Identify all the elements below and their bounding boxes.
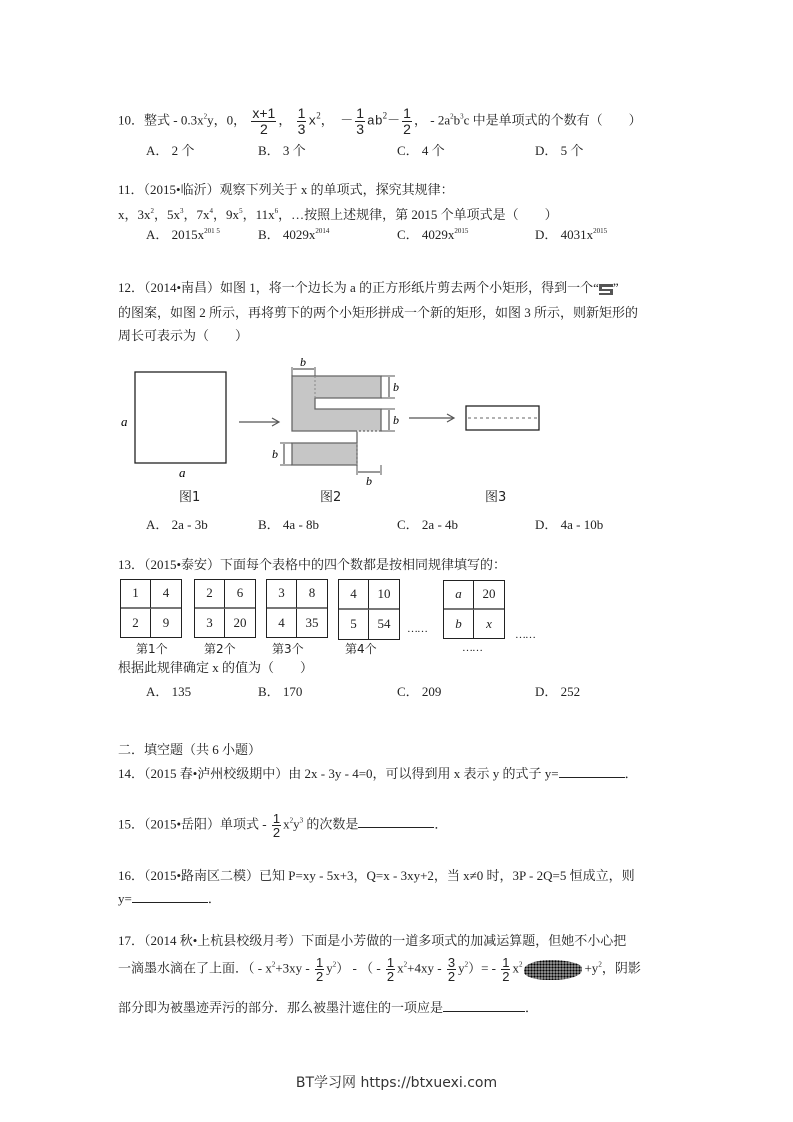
expr-text: +3xy - bbox=[275, 960, 314, 976]
option-c[interactable]: C． 2a - 4b bbox=[397, 517, 459, 532]
cell: 4 bbox=[267, 609, 297, 638]
question-text: 14．（2015 春•泸州校级期中）由 2x - 3y - 4=0，可以得到用 x 表示 y 的式子 y= bbox=[118, 766, 559, 781]
number-table-3 bbox=[266, 579, 328, 638]
number-table-1 bbox=[120, 579, 182, 638]
question-17-line-2 bbox=[118, 956, 641, 983]
option-b[interactable]: B． 3 个 bbox=[258, 143, 306, 158]
question-13-line-1: 13．（2015•泰安）下面每个表格中的四个数都是按相同规律填写的： bbox=[118, 557, 507, 572]
answer-blank[interactable] bbox=[132, 890, 208, 903]
option-d[interactable]: D． 252 bbox=[535, 684, 581, 699]
table-caption: 第2个 bbox=[204, 642, 236, 656]
question-text: ，…按照上述规律，第 2015 个单项式是（ ） bbox=[278, 207, 558, 222]
cell: 3 bbox=[267, 580, 297, 609]
expr-text: ，9x bbox=[213, 207, 240, 222]
exponent: 2 bbox=[598, 960, 602, 969]
question-text: ” bbox=[612, 280, 619, 295]
svg-text:b: b bbox=[393, 413, 399, 427]
exponent: 2 bbox=[450, 112, 454, 121]
exponent: 2015 bbox=[593, 227, 608, 235]
denominator: 2 bbox=[272, 825, 281, 840]
question-text: 15．（2015•岳阳）单项式 - bbox=[118, 816, 270, 832]
figure-1-label: 图1 bbox=[179, 490, 201, 505]
cell: 5 bbox=[339, 610, 369, 640]
numerator: 1 bbox=[502, 955, 510, 970]
fraction bbox=[447, 956, 456, 983]
s-shape-figure-2 bbox=[292, 376, 381, 465]
numerator: 1 bbox=[386, 955, 395, 970]
option-b[interactable] bbox=[258, 224, 329, 243]
exponent: 3 bbox=[299, 816, 304, 825]
cell: 2 bbox=[195, 580, 225, 609]
denominator: 2 bbox=[316, 969, 324, 984]
number-table-n bbox=[443, 580, 505, 639]
fraction bbox=[386, 956, 395, 983]
exponent: 2014 bbox=[315, 227, 330, 235]
square-figure-1 bbox=[135, 372, 226, 463]
figure-2-label: 图2 bbox=[320, 490, 342, 505]
svg-text:b: b bbox=[272, 447, 278, 461]
period: ． bbox=[525, 1000, 539, 1015]
cell: 35 bbox=[305, 614, 319, 630]
denominator: 2 bbox=[447, 969, 456, 984]
exponent: 2 bbox=[332, 960, 337, 969]
exponent: 2 bbox=[518, 960, 523, 969]
fraction bbox=[315, 956, 324, 983]
table-caption: …… bbox=[462, 642, 482, 654]
cell: 9 bbox=[162, 614, 170, 630]
period: ． bbox=[624, 766, 638, 781]
ink-blot-icon bbox=[524, 960, 582, 980]
minus-sign: － bbox=[340, 112, 354, 128]
exponent: 2 bbox=[203, 112, 208, 121]
exponent: 2 bbox=[403, 960, 408, 969]
q12-figures bbox=[110, 355, 560, 505]
cell: 6 bbox=[225, 580, 255, 609]
expr-text: ，11x bbox=[242, 207, 275, 222]
option-b[interactable]: B． 4a - 8b bbox=[258, 517, 320, 532]
question-12-line-1 bbox=[118, 280, 619, 296]
option-d[interactable]: D． 4a - 10b bbox=[535, 517, 604, 532]
option-b[interactable]: B． 170 bbox=[258, 684, 303, 699]
numerator: 3 bbox=[447, 955, 456, 970]
expr-text: 3x bbox=[137, 207, 151, 222]
s-shape-icon bbox=[599, 284, 613, 295]
question-14 bbox=[118, 765, 638, 782]
option-c[interactable]: C． 209 bbox=[397, 684, 442, 699]
question-text: 整式 - 0.3x bbox=[144, 112, 204, 128]
option-label: D． 4031x bbox=[535, 227, 594, 242]
expr-text: ） - （ - bbox=[336, 960, 384, 976]
exponent: 2 bbox=[271, 960, 276, 969]
ellipsis: …… bbox=[515, 629, 535, 641]
expr-text: +y bbox=[584, 960, 599, 976]
ellipsis: …… bbox=[407, 623, 427, 635]
question-13-line-2: 根据此规律确定 x 的值为（ ） bbox=[118, 660, 314, 675]
exponent: 6 bbox=[274, 207, 279, 215]
numerator: 1 bbox=[356, 105, 365, 121]
expr-text: - 2a bbox=[430, 112, 451, 128]
expr-text: +4xy - bbox=[407, 960, 445, 976]
number-table-2 bbox=[194, 579, 256, 638]
question-16-line-1: 16．（2015•路南区二模）已知 P=xy - 5x+3，Q=x - 3xy+2，当 x≠0 时，3P - 2Q=5 恒成立，则 bbox=[118, 868, 635, 883]
exponent: 4 bbox=[209, 207, 214, 215]
question-text: y= bbox=[118, 891, 132, 906]
numerator: 1 bbox=[316, 955, 324, 970]
question-text: 的次数是 bbox=[303, 816, 359, 832]
exponent: 2 bbox=[382, 110, 388, 121]
side-label-a: a bbox=[179, 465, 186, 480]
option-d[interactable] bbox=[535, 224, 607, 243]
comma: ， bbox=[320, 112, 334, 128]
answer-blank[interactable] bbox=[358, 815, 434, 828]
cell: 10 bbox=[369, 580, 399, 610]
exponent: 2 bbox=[316, 110, 321, 121]
svg-text:b: b bbox=[366, 474, 372, 488]
table-caption: 第4个 bbox=[345, 642, 377, 656]
option-c[interactable]: C． 4 个 bbox=[397, 143, 445, 158]
fraction-1-over-2 bbox=[272, 812, 281, 839]
cell: 8 bbox=[297, 580, 327, 609]
numerator: 1 bbox=[272, 811, 281, 826]
figure-3-label: 图3 bbox=[485, 490, 507, 505]
question-text: 12．（2014•南昌）如图 1，将一个边长为 a 的正方形纸片剪去两个小矩形，得到一个“ bbox=[118, 280, 599, 295]
section-title: 二．填空题（共 6 小题） bbox=[118, 742, 262, 757]
fraction-1-over-3 bbox=[355, 106, 365, 137]
period: ． bbox=[434, 816, 448, 832]
exponent: 3 bbox=[460, 112, 464, 121]
option-a[interactable]: A． 2a - 3b bbox=[146, 517, 208, 532]
numerator: 1 bbox=[297, 105, 306, 121]
comma: ， bbox=[278, 112, 292, 128]
cell: 54 bbox=[377, 616, 391, 632]
option-label: C． 4029x bbox=[397, 227, 455, 242]
minus-sign: － bbox=[387, 112, 401, 128]
table-caption: 第1个 bbox=[136, 642, 168, 656]
option-d[interactable]: D． 5 个 bbox=[535, 143, 584, 158]
expr-text: x bbox=[397, 960, 404, 976]
question-number: 10． bbox=[118, 112, 145, 128]
fraction-1-over-2 bbox=[402, 106, 412, 137]
question-text: 中是单项式的个数有（ ） bbox=[469, 112, 642, 128]
question-11-line-1: 11．（2015•临沂）观察下列关于 x 的单项式，探究其规律： bbox=[118, 182, 454, 197]
question-11-line-2 bbox=[118, 203, 558, 223]
expr-text: ，7x bbox=[183, 207, 210, 222]
footer-watermark: BT学习网 https://btxuexi.com bbox=[295, 1075, 498, 1091]
question-text: 部分即为被墨迹弄污的部分．那么被墨汁遮住的一项应是 bbox=[118, 1000, 444, 1015]
svg-text:b: b bbox=[393, 380, 399, 394]
cell: a bbox=[444, 581, 474, 610]
question-text: ，阴影 bbox=[601, 960, 641, 976]
exponent: 3 bbox=[180, 207, 184, 215]
question-15 bbox=[118, 812, 447, 839]
cell: 2 bbox=[121, 609, 151, 638]
denominator: 3 bbox=[297, 121, 306, 137]
expr-text: x bbox=[512, 960, 519, 976]
question-16-line-2 bbox=[118, 890, 221, 907]
exponent: 2015 bbox=[454, 227, 469, 235]
cell: 20 bbox=[233, 614, 247, 630]
denominator: 2 bbox=[502, 969, 510, 984]
comma: ， bbox=[413, 112, 427, 128]
option-a[interactable] bbox=[146, 224, 220, 243]
numerator: 1 bbox=[403, 105, 411, 121]
option-label: B． 4029x bbox=[258, 227, 316, 242]
cell: 4 bbox=[151, 580, 181, 609]
cell: 1 bbox=[121, 580, 151, 609]
exponent: 2 bbox=[464, 960, 469, 969]
expr-text: ）= - bbox=[468, 960, 500, 976]
expr-text: y，0， bbox=[207, 112, 247, 128]
cell: 3 bbox=[195, 609, 225, 638]
question-12-line-3: 周长可表示为（ ） bbox=[118, 328, 249, 343]
expr-text: y bbox=[458, 960, 465, 976]
expr-text: y bbox=[293, 816, 300, 832]
number-table-4 bbox=[338, 579, 400, 640]
option-a[interactable]: A． 2 个 bbox=[146, 143, 195, 158]
table-caption: 第3个 bbox=[272, 642, 304, 656]
denominator: 2 bbox=[259, 121, 268, 137]
cell: b bbox=[444, 610, 474, 639]
side-label-a: a bbox=[121, 414, 128, 429]
question-17-line-3 bbox=[118, 999, 538, 1016]
answer-blank[interactable] bbox=[559, 765, 625, 778]
expr-text: y bbox=[326, 960, 333, 976]
denominator: 2 bbox=[403, 121, 411, 137]
fraction-x-plus-1-over-2 bbox=[251, 106, 276, 137]
denominator: 2 bbox=[386, 969, 395, 984]
option-a[interactable]: A． 135 bbox=[146, 684, 192, 699]
expr-text: x， bbox=[118, 207, 138, 222]
exponent: 5 bbox=[239, 207, 243, 215]
option-label: A． 2015x bbox=[146, 227, 205, 242]
expr-text: ab bbox=[367, 113, 383, 129]
cell: 4 bbox=[339, 580, 369, 610]
question-text: 一滴墨水滴在了上面．（ - x bbox=[118, 960, 272, 976]
period: ． bbox=[207, 891, 221, 906]
question-12-line-2: 的图案，如图 2 所示，再将剪下的两个小矩形拼成一个新的矩形，如图 3 所示，则新矩形的 bbox=[118, 305, 639, 320]
fraction-1-over-3 bbox=[297, 106, 307, 137]
expr-text: ，5x bbox=[154, 207, 181, 222]
svg-text:b: b bbox=[300, 355, 306, 369]
exponent: 2 bbox=[289, 816, 294, 825]
exponent: 2 bbox=[150, 207, 155, 215]
denominator: 3 bbox=[356, 121, 365, 137]
cell: 20 bbox=[474, 581, 504, 610]
fraction bbox=[501, 956, 510, 983]
exponent: 201 5 bbox=[204, 227, 220, 235]
option-c[interactable] bbox=[397, 224, 468, 243]
expr-text: x bbox=[308, 113, 317, 129]
answer-blank[interactable] bbox=[443, 999, 525, 1012]
expr-text: x bbox=[283, 816, 290, 832]
question-10 bbox=[118, 106, 642, 137]
question-17-line-1: 17．（2014 秋•上杭县校级月考）下面是小芳做的一道多项式的加减运算题，但她不小心把 bbox=[118, 933, 627, 948]
expr-text: b bbox=[453, 112, 461, 128]
numerator: x+1 bbox=[252, 105, 276, 121]
cell: x bbox=[486, 615, 492, 631]
expr-text: c bbox=[463, 112, 470, 128]
